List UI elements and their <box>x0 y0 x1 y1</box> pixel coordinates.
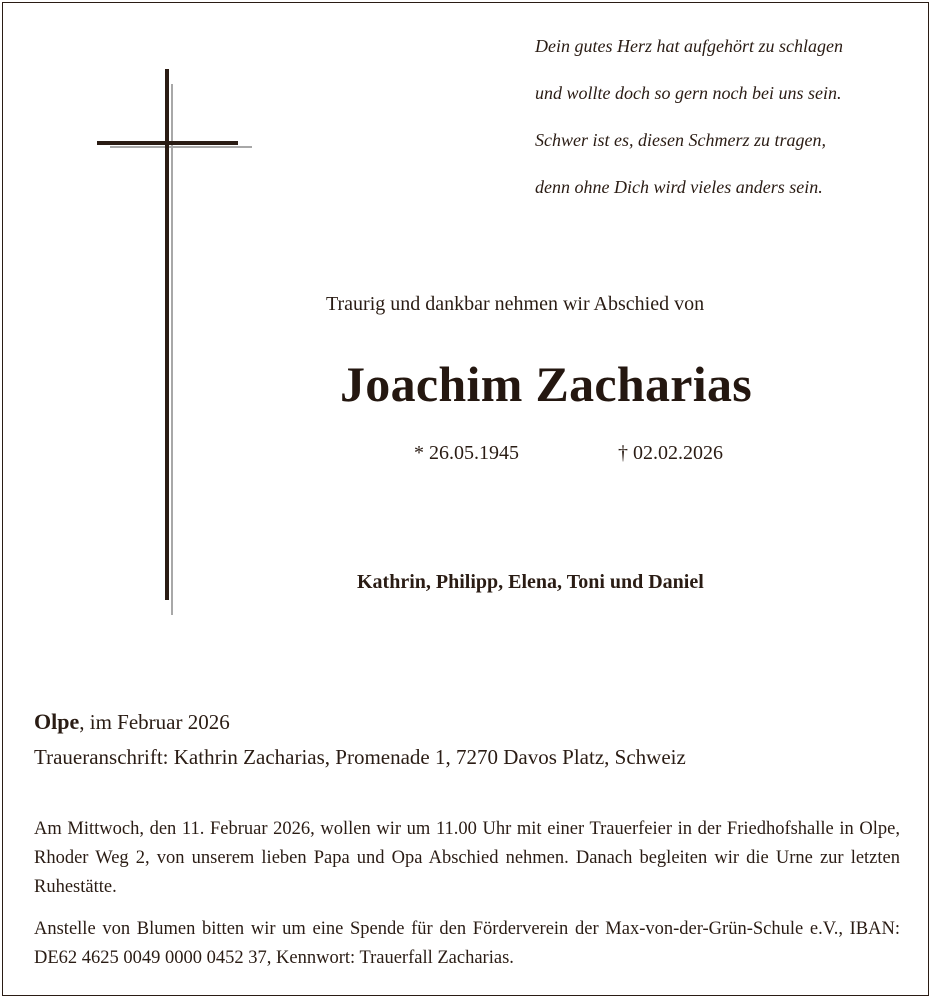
place-date-line <box>34 706 230 738</box>
poem-line: denn ohne Dich wird vieles anders sein. <box>535 177 823 197</box>
cross-vertical-beam <box>165 69 169 600</box>
cross-horizontal-shadow <box>110 146 252 148</box>
poem-line: und wollte doch so gern noch bei uns sein. <box>535 83 842 103</box>
intro-text: Traurig und dankbar nehmen wir Abschied von <box>326 293 705 315</box>
mourning-address: Traueranschrift: Kathrin Zacharias, Promenade 1, 7270 Davos Platz, Schweiz <box>34 745 686 769</box>
poem <box>535 32 920 220</box>
poem-line: Dein gutes Herz hat aufgehört zu schlagen <box>535 36 843 56</box>
donation-paragraph: Anstelle von Blumen bitten wir um eine Spende für den Förderverein der Max-von-der-Grün-Schule e.V., IBAN: DE62 4625 0049 0000 0452 37, Kennwort: Trauerfall Zacharias. <box>34 919 900 968</box>
ceremony-paragraph: Am Mittwoch, den 11. Februar 2026, wollen wir um 11.00 Uhr mit einer Trauerfeier in der Friedhofshalle in Olpe, Rhoder Weg 2, von unserem lieben Papa und Opa Abschied nehmen. Danach begleiten wir die Urne zur letzten Ruhestätte. <box>34 819 900 897</box>
city-name: Olpe <box>34 709 80 734</box>
cross-vertical-shadow <box>171 84 173 615</box>
poem-line: Schwer ist es, diesen Schmerz zu tragen, <box>535 130 826 150</box>
family-names: Kathrin, Philipp, Elena, Toni und Daniel <box>357 571 704 593</box>
date-text: , im Februar 2026 <box>79 710 230 734</box>
death-date: † 02.02.2026 <box>618 442 723 464</box>
birth-date: * 26.05.1945 <box>414 442 519 464</box>
cross-horizontal-beam <box>97 141 238 145</box>
deceased-name: Joachim Zacharias <box>340 356 753 412</box>
